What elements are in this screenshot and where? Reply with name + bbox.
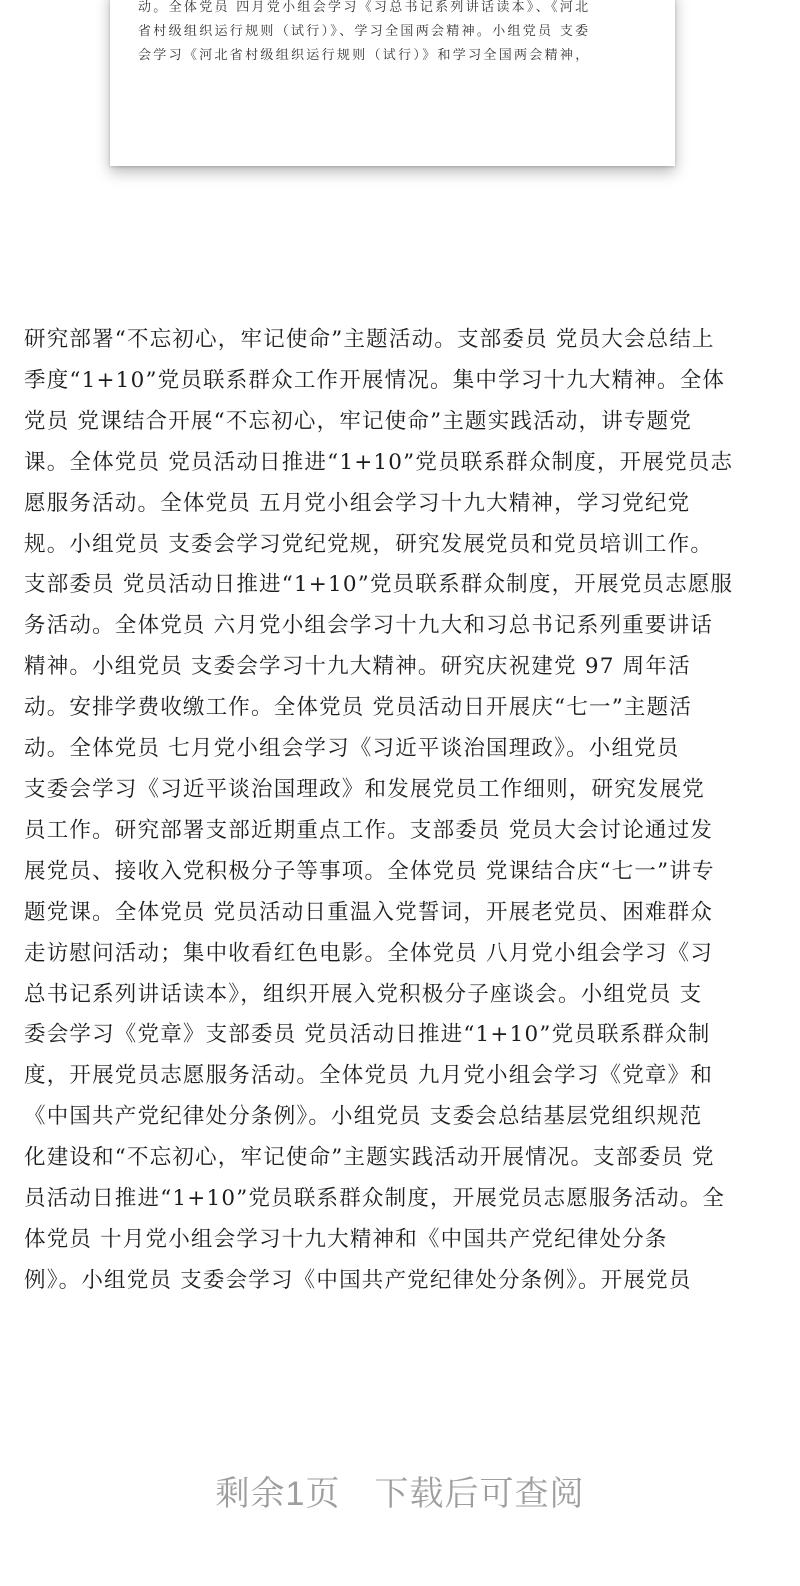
preview-line: 动。全体党员 四月党小组会学习《习总书记系列讲话读本》、《河北 <box>138 0 591 15</box>
download-to-view-link[interactable] <box>216 1466 585 1515</box>
body-line: 员活动日推进“1+10”党员联系群众制度，开展党员志愿服务活动。全 <box>24 1186 726 1212</box>
body-line: 研究部署“不忘初心，牢记使命”主题活动。支部委员 党员大会总结上 <box>24 327 715 352</box>
body-line: 愿服务活动。全体党员 五月党小组会学习十九大精神，学习党纪党 <box>24 490 691 516</box>
body-line: 规。小组党员 支委会学习党纪党规，研究发展党员和党员培训工作。 <box>24 531 714 557</box>
body-line: 化建设和“不忘初心，牢记使命”主题实践活动开展情况。支部委员 党 <box>24 1145 715 1171</box>
body-line: 员工作。研究部署支部近期重点工作。支部委员 党员大会讨论通过发 <box>24 817 714 843</box>
remaining-pages-label: 剩余1页 <box>215 1475 341 1513</box>
body-line: 动。安排学费收缴工作。全体党员 党员活动日开展庆“七一”主题活 <box>24 695 693 721</box>
body-line: 季度“1+10”党员联系群众工作开展情况。集中学习十九大精神。全体 <box>24 367 726 393</box>
preview-line: 会学习《河北省村级组织运行规则（试行）》和学习全国两会精神， <box>138 48 591 63</box>
body-line: 支委会学习《习近平谈治国理政》和发展党员工作细则，研究发展党 <box>24 776 706 802</box>
remaining-pages-bar <box>0 1466 800 1515</box>
body-line: 精神。小组党员 支委会学习十九大精神。研究庆祝建党 97 周年活 <box>24 654 691 680</box>
body-line: 走访慰问活动；集中收看红色电影。全体党员 八月党小组会学习《习 <box>24 940 714 966</box>
body-line: 动。全体党员 七月党小组会学习《习近平谈治国理政》。小组党员 <box>24 736 680 762</box>
body-line: 《中国共产党纪律处分条例》。小组党员 支委会总结基层党组织规范 <box>24 1104 703 1130</box>
body-line: 党员 党课结合开展“不忘初心，牢记使命”主题实践活动，讲专题党 <box>24 408 693 434</box>
body-line: 课。全体党员 党员活动日推进“1+10”党员联系群众制度，开展党员志 <box>24 449 734 475</box>
download-hint-label: 下载后可查阅 <box>374 1475 585 1513</box>
body-line: 度，开展党员志愿服务活动。全体党员 九月党小组会学习《党章》和 <box>24 1063 714 1089</box>
preview-line: 省村级组织运行规则（试行）》、学习全国两会精神。小组党员 支委 <box>138 24 591 39</box>
body-line: 务活动。全体党员 六月党小组会学习十九大和习总书记系列重要讲话 <box>24 613 714 639</box>
body-line: 题党课。全体党员 党员活动日重温入党誓词，开展老党员、困难群众 <box>24 899 714 925</box>
body-line: 支部委员 党员活动日推进“1+10”党员联系群众制度，开展党员志愿服 <box>24 572 734 598</box>
body-line: 体党员 十月党小组会学习十九大精神和《中国共产党纪律处分条 <box>24 1226 668 1252</box>
document-body <box>24 320 776 1302</box>
body-line: 总书记系列讲话读本》，组织开展入党积极分子座谈会。小组党员 支 <box>24 981 703 1007</box>
preview-page-card <box>110 0 675 166</box>
body-line: 展党员、接收入党积极分子等事项。全体党员 党课结合庆“七一”讲专 <box>24 858 715 884</box>
body-line: 委会学习《党章》支部委员 党员活动日推进“1+10”党员联系群众制 <box>24 1022 711 1048</box>
body-line: 例》。小组党员 支委会学习《中国共产党纪律处分条例》。开展党员 <box>24 1267 692 1293</box>
